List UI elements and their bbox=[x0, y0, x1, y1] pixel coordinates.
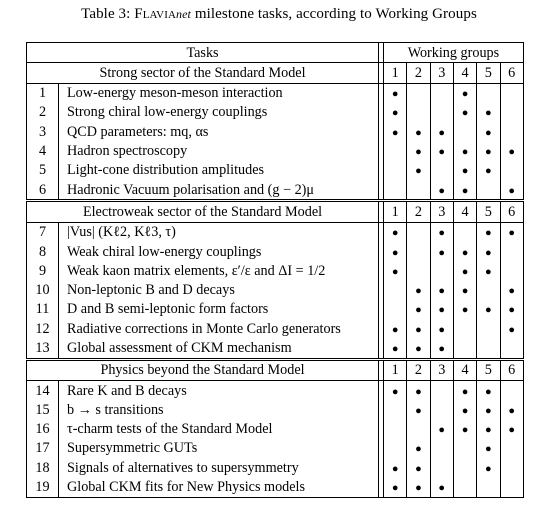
bullet-marker: ● bbox=[415, 165, 422, 178]
working-group-cell bbox=[407, 381, 430, 401]
table-row bbox=[27, 281, 524, 300]
table-row bbox=[27, 338, 524, 359]
bullet-marker: ● bbox=[438, 343, 446, 355]
working-group-cell bbox=[407, 103, 430, 122]
working-group-number: 2 bbox=[407, 359, 430, 380]
task-name: Weak kaon matrix elements, ε′/ε and ΔI = 1/2 bbox=[67, 262, 326, 279]
bullet-marker: ● bbox=[391, 462, 399, 475]
working-group-number: 5 bbox=[477, 63, 500, 83]
working-group-cell bbox=[500, 319, 523, 338]
bullet-marker: ● bbox=[415, 404, 422, 417]
bullet-marker: ● bbox=[461, 424, 469, 437]
working-group-number: 1 bbox=[384, 63, 407, 83]
working-group-cell bbox=[453, 83, 476, 103]
table-row bbox=[27, 381, 524, 401]
section-header-row bbox=[27, 201, 524, 222]
table-row bbox=[27, 420, 524, 439]
working-group-cell bbox=[407, 242, 430, 261]
working-group-cell bbox=[384, 439, 407, 458]
working-group-cell bbox=[430, 478, 453, 498]
working-group-cell bbox=[477, 122, 500, 141]
working-group-number: 6 bbox=[500, 63, 523, 83]
working-group-cell bbox=[500, 180, 523, 201]
task-name: Rare K and B decays bbox=[67, 382, 187, 399]
working-group-number: 1 bbox=[384, 201, 407, 222]
working-group-cell bbox=[477, 141, 500, 160]
bullet-marker: ● bbox=[485, 424, 492, 437]
bullet-marker: ● bbox=[415, 285, 422, 298]
task-name: Non-leptonic B and D decays bbox=[67, 282, 235, 299]
working-group-cell bbox=[500, 83, 523, 103]
working-group-cell bbox=[407, 400, 430, 419]
table-row bbox=[27, 439, 524, 458]
working-group-cell bbox=[477, 103, 500, 122]
working-group-number: 5 bbox=[477, 359, 500, 380]
task-number: 18 bbox=[27, 458, 59, 477]
task-name: Low-energy meson-meson interaction bbox=[67, 85, 283, 102]
working-group-number: 4 bbox=[453, 63, 476, 83]
bullet-marker: ● bbox=[461, 246, 469, 259]
working-group-cell bbox=[430, 439, 453, 458]
bullet-marker: ● bbox=[508, 323, 515, 336]
bullet-marker: ● bbox=[461, 88, 469, 101]
working-group-cell bbox=[407, 300, 430, 319]
task-name: D and B semi-leptonic form factors bbox=[67, 301, 269, 318]
working-group-cell bbox=[453, 141, 476, 160]
table-row bbox=[27, 300, 524, 319]
working-group-cell bbox=[407, 161, 430, 180]
working-group-cell bbox=[500, 420, 523, 439]
table-row bbox=[27, 141, 524, 160]
bullet-marker: ● bbox=[391, 227, 399, 240]
task-name: Signals of alternatives to supersymmetry bbox=[67, 459, 299, 476]
bullet-marker: ● bbox=[461, 404, 469, 417]
working-group-cell bbox=[407, 319, 430, 338]
working-group-number: 4 bbox=[453, 359, 476, 380]
working-group-cell bbox=[430, 319, 453, 338]
bullet-marker: ● bbox=[485, 462, 492, 475]
working-group-cell bbox=[500, 381, 523, 401]
bullet-marker: ● bbox=[461, 184, 469, 197]
section-header-row bbox=[27, 359, 524, 380]
working-group-cell bbox=[407, 83, 430, 103]
working-group-cell bbox=[477, 161, 500, 180]
task-number: 9 bbox=[27, 261, 59, 280]
bullet-marker: ● bbox=[415, 343, 422, 355]
working-group-number: 4 bbox=[453, 201, 476, 222]
working-group-cell bbox=[430, 242, 453, 261]
task-number: 5 bbox=[27, 161, 59, 180]
working-group-cell bbox=[477, 420, 500, 439]
working-group-cell bbox=[500, 122, 523, 141]
working-group-cell bbox=[407, 122, 430, 141]
bullet-marker: ● bbox=[438, 424, 446, 437]
working-group-cell bbox=[430, 281, 453, 300]
working-group-cell bbox=[453, 222, 476, 242]
working-group-cell bbox=[453, 261, 476, 280]
bullet-marker: ● bbox=[508, 227, 515, 240]
bullet-marker: ● bbox=[508, 285, 515, 298]
task-name: Strong chiral low-energy couplings bbox=[67, 104, 268, 121]
table-row bbox=[27, 180, 524, 201]
milestone-table bbox=[26, 42, 524, 498]
task-name: Hadron spectroscopy bbox=[67, 143, 188, 160]
working-group-cell bbox=[384, 122, 407, 141]
working-group-cell bbox=[453, 281, 476, 300]
task-number: 2 bbox=[27, 103, 59, 122]
bullet-marker: ● bbox=[485, 126, 492, 139]
working-group-cell bbox=[477, 439, 500, 458]
working-group-cell bbox=[453, 400, 476, 419]
table-row bbox=[27, 161, 524, 180]
working-group-number: 2 bbox=[407, 63, 430, 83]
working-group-cell bbox=[407, 261, 430, 280]
bullet-marker: ● bbox=[415, 443, 422, 456]
working-group-cell bbox=[477, 83, 500, 103]
bullet-marker: ● bbox=[391, 323, 399, 336]
working-group-cell bbox=[500, 478, 523, 498]
bullet-marker: ● bbox=[461, 265, 469, 278]
bullet-marker: ● bbox=[485, 146, 492, 159]
bullet-marker: ● bbox=[461, 385, 469, 398]
caption-network-name: Flavia bbox=[134, 6, 177, 22]
task-number: 10 bbox=[27, 281, 59, 300]
bullet-marker: ● bbox=[415, 304, 422, 317]
working-group-cell bbox=[453, 381, 476, 401]
bullet-marker: ● bbox=[461, 146, 469, 159]
working-group-cell bbox=[407, 420, 430, 439]
bullet-marker: ● bbox=[391, 126, 399, 139]
bullet-marker: ● bbox=[508, 146, 515, 159]
bullet-marker: ● bbox=[485, 404, 492, 417]
working-group-cell bbox=[500, 458, 523, 477]
working-group-cell bbox=[430, 261, 453, 280]
bullet-marker: ● bbox=[485, 246, 492, 259]
task-number: 8 bbox=[27, 242, 59, 261]
working-group-cell bbox=[384, 83, 407, 103]
table-row bbox=[27, 103, 524, 122]
bullet-marker: ● bbox=[461, 107, 469, 120]
bullet-marker: ● bbox=[391, 482, 399, 495]
working-group-cell bbox=[500, 338, 523, 359]
working-group-cell bbox=[453, 319, 476, 338]
table-row bbox=[27, 242, 524, 261]
bullet-marker: ● bbox=[508, 304, 515, 317]
bullet-marker: ● bbox=[508, 404, 515, 417]
bullet-marker: ● bbox=[438, 246, 446, 259]
bullet-marker: ● bbox=[461, 304, 469, 317]
working-group-cell bbox=[407, 458, 430, 477]
working-group-cell bbox=[384, 281, 407, 300]
task-number: 4 bbox=[27, 141, 59, 160]
working-group-cell bbox=[384, 242, 407, 261]
task-name: Light-cone distribution amplitudes bbox=[67, 162, 265, 179]
working-group-cell bbox=[407, 222, 430, 242]
working-group-cell bbox=[430, 381, 453, 401]
bullet-marker: ● bbox=[391, 343, 399, 355]
working-group-cell bbox=[500, 141, 523, 160]
task-number: 3 bbox=[27, 122, 59, 141]
task-number: 19 bbox=[27, 478, 59, 498]
working-group-cell bbox=[384, 222, 407, 242]
task-number: 17 bbox=[27, 439, 59, 458]
task-number: 7 bbox=[27, 222, 59, 242]
task-name: Hadronic Vacuum polarisation and (g − 2)μ bbox=[67, 181, 315, 198]
working-group-cell bbox=[430, 400, 453, 419]
table-row bbox=[27, 261, 524, 280]
working-group-cell bbox=[430, 300, 453, 319]
task-number: 1 bbox=[27, 83, 59, 103]
bullet-marker: ● bbox=[485, 443, 492, 456]
working-group-number: 3 bbox=[430, 359, 453, 380]
working-group-cell bbox=[453, 420, 476, 439]
task-name: Radiative corrections in Monte Carlo generators bbox=[67, 320, 341, 337]
working-group-cell bbox=[407, 141, 430, 160]
working-group-number: 3 bbox=[430, 201, 453, 222]
table-row bbox=[27, 83, 524, 103]
task-name: Weak chiral low-energy couplings bbox=[67, 243, 262, 260]
working-group-cell bbox=[430, 222, 453, 242]
bullet-marker: ● bbox=[391, 88, 399, 101]
working-group-cell bbox=[477, 300, 500, 319]
bullet-marker: ● bbox=[508, 424, 515, 437]
working-group-cell bbox=[453, 458, 476, 477]
section-title: Physics beyond the Standard Model bbox=[27, 359, 379, 380]
working-group-cell bbox=[500, 300, 523, 319]
bullet-marker: ● bbox=[438, 304, 446, 317]
working-group-cell bbox=[430, 161, 453, 180]
working-group-cell bbox=[500, 242, 523, 261]
working-group-cell bbox=[407, 180, 430, 201]
task-number: 15 bbox=[27, 400, 59, 419]
task-name: b → s transitions bbox=[67, 401, 164, 418]
working-group-cell bbox=[384, 300, 407, 319]
bullet-marker: ● bbox=[485, 385, 492, 398]
table-header-row bbox=[27, 43, 524, 63]
bullet-marker: ● bbox=[391, 265, 399, 278]
table-row bbox=[27, 458, 524, 477]
bullet-marker: ● bbox=[391, 385, 399, 398]
caption-suffix: milestone tasks, according to Working Groups bbox=[191, 6, 477, 22]
working-group-cell bbox=[430, 338, 453, 359]
working-group-number: 3 bbox=[430, 63, 453, 83]
bullet-marker: ● bbox=[438, 146, 446, 159]
task-name: |Vus| (Kℓ2, Kℓ3, τ) bbox=[67, 224, 176, 241]
task-name: QCD parameters: mq, αs bbox=[67, 123, 209, 140]
working-group-cell bbox=[384, 400, 407, 419]
working-group-cell bbox=[407, 281, 430, 300]
bullet-marker: ● bbox=[438, 323, 446, 336]
bullet-marker: ● bbox=[391, 107, 399, 120]
working-group-number: 6 bbox=[500, 359, 523, 380]
tasks-header: Tasks bbox=[27, 43, 379, 63]
bullet-marker: ● bbox=[415, 462, 422, 475]
working-group-cell bbox=[477, 458, 500, 477]
working-group-cell bbox=[430, 141, 453, 160]
working-group-cell bbox=[384, 458, 407, 477]
working-group-cell bbox=[384, 103, 407, 122]
working-group-cell bbox=[453, 300, 476, 319]
task-number: 6 bbox=[27, 180, 59, 201]
task-name: τ-charm tests of the Standard Model bbox=[67, 421, 273, 438]
table-row bbox=[27, 222, 524, 242]
task-name: Supersymmetric GUTs bbox=[67, 440, 198, 457]
working-group-cell bbox=[430, 458, 453, 477]
working-group-cell bbox=[384, 338, 407, 359]
task-number: 11 bbox=[27, 300, 59, 319]
working-group-cell bbox=[384, 180, 407, 201]
task-number: 14 bbox=[27, 381, 59, 401]
working-group-cell bbox=[453, 338, 476, 359]
bullet-marker: ● bbox=[438, 285, 446, 298]
caption-network-suffix: net bbox=[176, 7, 191, 21]
task-name: Global assessment of CKM mechanism bbox=[67, 340, 292, 356]
working-group-cell bbox=[500, 400, 523, 419]
bullet-marker: ● bbox=[391, 246, 399, 259]
working-group-cell bbox=[453, 103, 476, 122]
working-group-cell bbox=[430, 103, 453, 122]
working-group-cell bbox=[384, 161, 407, 180]
working-group-cell bbox=[384, 319, 407, 338]
working-group-number: 6 bbox=[500, 201, 523, 222]
bullet-marker: ● bbox=[415, 323, 422, 336]
bullet-marker: ● bbox=[415, 385, 422, 398]
working-group-cell bbox=[430, 83, 453, 103]
working-group-cell bbox=[430, 180, 453, 201]
working-group-cell bbox=[500, 161, 523, 180]
bullet-marker: ● bbox=[485, 265, 492, 278]
section-title: Electroweak sector of the Standard Model bbox=[27, 201, 379, 222]
bullet-marker: ● bbox=[438, 184, 446, 197]
bullet-marker: ● bbox=[485, 107, 492, 120]
working-groups-header: Working groups bbox=[384, 43, 524, 63]
bullet-marker: ● bbox=[485, 304, 492, 317]
working-group-cell bbox=[407, 439, 430, 458]
working-group-cell bbox=[500, 439, 523, 458]
working-group-cell bbox=[453, 161, 476, 180]
bullet-marker: ● bbox=[415, 482, 422, 495]
task-name: Global CKM fits for New Physics models bbox=[59, 478, 379, 498]
task-number: 12 bbox=[27, 319, 59, 338]
working-group-cell bbox=[407, 338, 430, 359]
working-group-cell bbox=[477, 381, 500, 401]
working-group-cell bbox=[477, 319, 500, 338]
table-row bbox=[27, 319, 524, 338]
bullet-marker: ● bbox=[415, 126, 422, 139]
bullet-marker: ● bbox=[485, 227, 492, 240]
working-group-cell bbox=[477, 261, 500, 280]
working-group-cell bbox=[384, 420, 407, 439]
table-caption bbox=[0, 6, 558, 23]
working-group-cell bbox=[477, 400, 500, 419]
working-group-cell bbox=[500, 222, 523, 242]
working-group-cell bbox=[500, 281, 523, 300]
section-title: Strong sector of the Standard Model bbox=[27, 63, 379, 83]
working-group-cell bbox=[384, 261, 407, 280]
bullet-marker: ● bbox=[438, 227, 446, 240]
working-group-cell bbox=[500, 261, 523, 280]
caption-prefix: Table 3: bbox=[81, 6, 135, 22]
working-group-cell bbox=[453, 180, 476, 201]
working-group-cell bbox=[430, 420, 453, 439]
section-header-row bbox=[27, 63, 524, 83]
bullet-marker: ● bbox=[508, 184, 515, 197]
working-group-cell bbox=[453, 242, 476, 261]
working-group-number: 2 bbox=[407, 201, 430, 222]
working-group-cell bbox=[384, 141, 407, 160]
bullet-marker: ● bbox=[415, 146, 422, 159]
working-group-cell bbox=[477, 242, 500, 261]
working-group-cell bbox=[477, 180, 500, 201]
working-group-cell bbox=[477, 281, 500, 300]
working-group-cell bbox=[477, 338, 500, 359]
bullet-marker: ● bbox=[461, 285, 469, 298]
working-group-cell bbox=[384, 478, 407, 498]
bullet-marker: ● bbox=[485, 165, 492, 178]
working-group-cell bbox=[500, 103, 523, 122]
working-group-number: 5 bbox=[477, 201, 500, 222]
working-group-cell bbox=[453, 478, 476, 498]
working-group-cell bbox=[453, 439, 476, 458]
bullet-marker: ● bbox=[438, 482, 446, 495]
working-group-cell bbox=[477, 222, 500, 242]
table-row bbox=[27, 478, 524, 498]
working-group-cell bbox=[430, 122, 453, 141]
working-group-cell bbox=[453, 122, 476, 141]
bullet-marker: ● bbox=[461, 165, 469, 178]
working-group-cell bbox=[477, 478, 500, 498]
working-group-cell bbox=[384, 381, 407, 401]
working-group-cell bbox=[407, 478, 430, 498]
bullet-marker: ● bbox=[438, 126, 446, 139]
table-row bbox=[27, 400, 524, 419]
table-row bbox=[27, 122, 524, 141]
task-number: 16 bbox=[27, 420, 59, 439]
task-number: 13 bbox=[27, 338, 59, 359]
working-group-number: 1 bbox=[384, 359, 407, 380]
